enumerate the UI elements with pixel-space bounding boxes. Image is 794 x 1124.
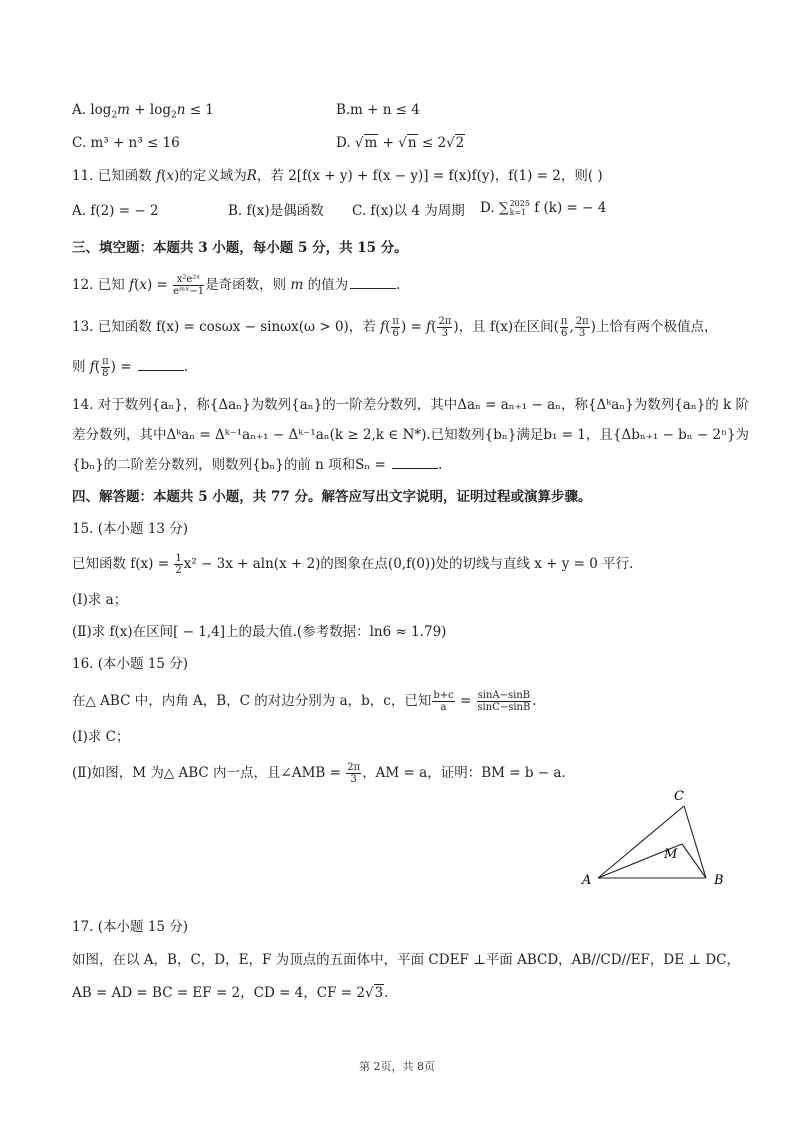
q11-option-d: D. ∑ 2025 k=1 f (k) = − 4 bbox=[480, 199, 607, 217]
q14-line3: {bₙ}的二阶差分数列，则数列{bₙ}的前 n 项和Sₙ = . bbox=[72, 457, 443, 473]
label-c: C bbox=[674, 789, 684, 804]
q15-stem: 已知函数 f(x) = $\frac{1}{2}$ x² − 3x + aln(x + 2)的图象在点(0,f(0))处的切线与直线 x + y = 0 平行. bbox=[72, 553, 634, 576]
q10-option-b: m + n ≤ 4 bbox=[350, 102, 420, 118]
q10-option-a: A. $\log_2m + \log_2n \le 1$ bbox=[72, 102, 214, 121]
q14-line2: 差分数列，其中Δᵏaₙ = Δᵏ⁻¹aₙ₊₁ − Δᵏ⁻¹aₙ(k ≥ 2,k ∈ N*).已知数列{bₙ}满足b₁ = 1，且{Δbₙ₊₁ − bₙ − 2ⁿ}为 bbox=[72, 427, 750, 443]
q11-option-b: B. f(x)是偶函数 bbox=[228, 203, 324, 219]
q11-option-a: A. f(2) = − 2 bbox=[72, 203, 159, 219]
side-ac bbox=[598, 806, 684, 878]
q11-stem: 11. 已知函数 f(x)的定义域为R，若 2[f(x + y) + f(x − y)] = f(x)f(y)，f(1) = 2，则( ) bbox=[72, 168, 603, 184]
q16-part1: (Ⅰ)求 C； bbox=[72, 729, 130, 745]
q10-option-c: C. m³ + n³ ≤ 16 bbox=[72, 135, 180, 151]
triangle-abc-figure bbox=[578, 786, 738, 890]
q16-stem: 在△ ABC 中，内角 A，B，C 的对边分别为 a，b，c，已知 $\frac{b+c}{a}$ = $\frac{\sin A-\sin B}{\sin C-\sin B}$ . bbox=[72, 690, 537, 713]
section-4-heading: 四、解答题：本题共 5 小题，共 77 分。解答应写出文字说明，证明过程或演算步骤。 bbox=[72, 489, 592, 505]
q11-option-c: C. f(x)以 4 为周期 bbox=[352, 203, 465, 219]
q15-title: 15. (本小题 13 分) bbox=[72, 521, 189, 537]
q17-title: 17. (本小题 15 分) bbox=[72, 919, 189, 935]
q14-line1: 14. 对于数列{aₙ}，称{Δaₙ}为数列{aₙ}的一阶差分数列，其中Δaₙ = aₙ₊₁ − aₙ，称{Δᵏaₙ}为数列{aₙ}的 k 阶 bbox=[72, 397, 750, 413]
label-b: B bbox=[714, 873, 724, 888]
q13-line2: 则 f( $\frac{\pi}{8}$ ) = . bbox=[72, 356, 189, 379]
q17-line2: AB = AD = BC = EF = 2，CD = 4，CF = 2√3. bbox=[72, 985, 389, 1001]
q16-title: 16. (本小题 15 分) bbox=[72, 656, 189, 672]
side-cb bbox=[684, 806, 706, 878]
q16-part2: (Ⅱ)如图，M 为△ ABC 内一点，且∠AMB = $\frac{2\pi}{3}$ ，AM = a，证明：BM = b − a. bbox=[72, 762, 566, 785]
q15-part1: (Ⅰ)求 a； bbox=[72, 592, 128, 608]
label-a: A bbox=[582, 873, 592, 888]
q17-line1: 如图，在以 A，B，C，D，E，F 为顶点的五面体中，平面 CDEF ⊥平面 ABCD，AB//CD//EF，DE ⊥ DC， bbox=[72, 952, 740, 968]
section-3-heading: 三、填空题：本题共 3 小题，每小题 5 分，共 15 分。 bbox=[72, 240, 408, 256]
page-footer: 第 2页，共 8页 bbox=[359, 1060, 435, 1073]
q10-option-d: D. √m + √n ≤ 2√2 bbox=[336, 135, 465, 151]
segment-mb bbox=[682, 844, 706, 878]
q13-line1: 13. 已知函数 f(x) = cosωx − sinωx(ω > 0)，若 f( $\frac{\pi}{6}$ ) = f( $\frac{2\pi}{3}$ )，且 f(x)在区间( $\frac{\pi}{6}$ , $\frac{2\pi}{3}$ )上恰有两个极值点， bbox=[72, 316, 718, 339]
q10-option-b-label: B. bbox=[336, 102, 351, 118]
q15-part2: (Ⅱ)求 f(x)在区间[ − 1,4]上的最大值.(参考数据：ln6 ≈ 1.79) bbox=[72, 624, 447, 640]
q12-stem: 12. 已知 f(x) = $\frac{\text{x²e²ˣ}}{\text{eᵐˣ−1}}$ 是奇函数，则 m 的值为 . bbox=[72, 274, 401, 297]
label-m: M bbox=[664, 847, 678, 862]
